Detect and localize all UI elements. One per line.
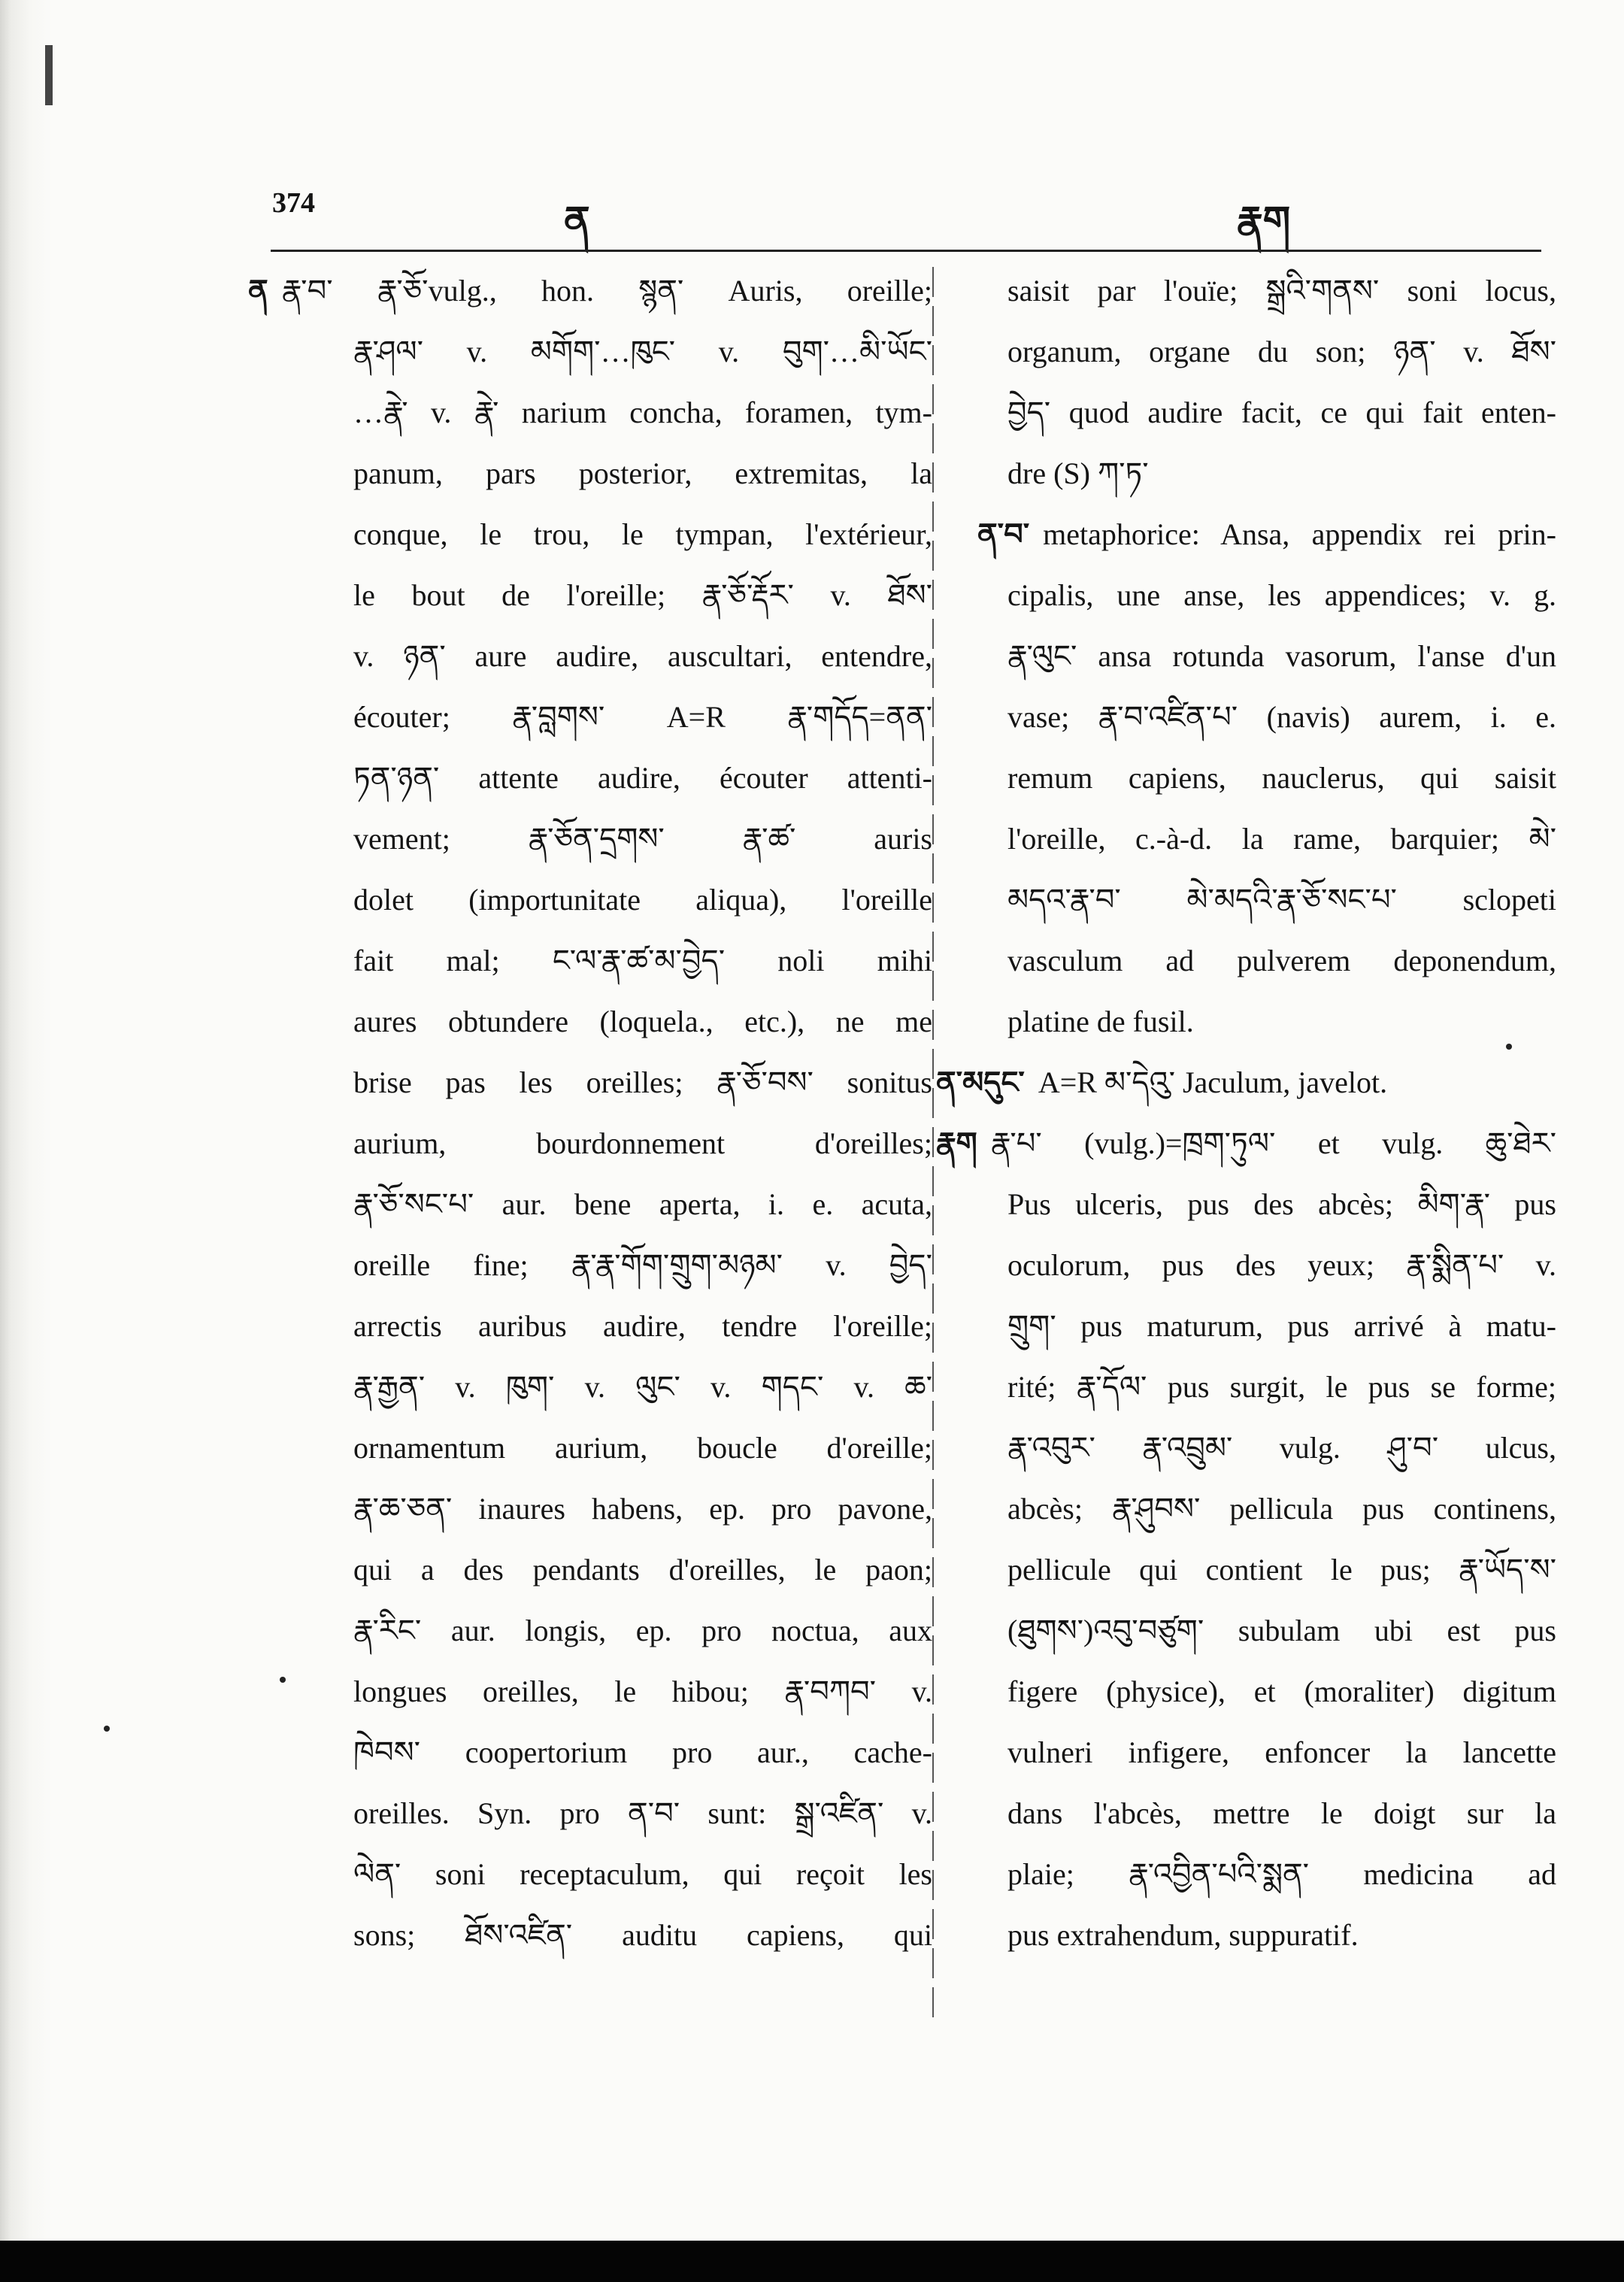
entry-headword: ན་མདུང་ [936,1065,1025,1100]
right-column [936,260,1556,1965]
left-column [248,260,932,1965]
header-rule [271,250,1541,252]
entry-line: remum capiens, nauclerus, qui saisit [1007,761,1556,795]
entry-line: མདའ་རྣ་བ་ མེ་མདའི་རྣ་ཅོ་སང་པ་ sclopeti [1007,883,1556,917]
entry-line: écouter; རྣ་བླགས་ A=R རྣ་གདོད=ནན་ [353,700,932,734]
entry-line: གྲུག་ pus maturum, pus arrivé à matu- [1007,1309,1556,1343]
entry-line: dre (S) ཀ་ཏ་ [1007,456,1149,490]
entry-line: l'oreille, c.-à-d. la rame, barquier; མེ་ [1007,822,1556,856]
entry-line: vasculum ad pulverem deponendum, [1007,944,1556,977]
entry-line: vase; རྣ་བ་འཛིན་པ་ (navis) aurem, i. e. [1007,700,1556,734]
entry-line: figere (physice), et (moraliter) digitum [1007,1674,1556,1708]
entry-line: v. ཉན་ aure audire, auscultari, entendre, [353,639,932,673]
entry-line: sons; ཐོས་འཛིན་ auditu capiens, qui [353,1918,932,1952]
scan-bottom-bar [0,2241,1624,2282]
entry-line: aures obtundere (loquela., etc.), ne me [353,1005,932,1038]
entry-line: dolet (importunitate aliqua), l'oreille [353,883,932,917]
entry-headword: ན [248,274,268,308]
entry-line: rité; རྣ་དོལ་ pus surgit, le pus se forme; [1007,1370,1556,1404]
entry-line: oculorum, pus des yeux; རྣ་སྨིན་པ་ v. [1007,1248,1556,1282]
entry-line: རྣ་ལུང་ ansa rotunda vasorum, l'anse d'un [1007,639,1556,673]
entry-line: oreille fine; རྣ་རྣ་གོག་གྲུག་མཉམ་ v. བྱེད་ [353,1248,932,1282]
running-head-right: རྣག [1237,199,1291,244]
entry-line: brise pas les oreilles; རྣ་ཅོ་བས་ sonitus [353,1065,932,1099]
entry-headword: རྣག [936,1126,977,1161]
entry-line: ལེན་ soni receptaculum, qui reçoit les [353,1857,932,1891]
entry-line: རྣ་ཅོ་སང་པ་ aur. bene aperta, i. e. acuta, [353,1187,932,1221]
entry-line: ན་བ་ metaphorice: Ansa, appendix rei prin- [977,517,1556,552]
entry-line: longues oreilles, le hibou; རྣ་བཀབ་ v. [353,1674,932,1708]
entry-line: vulneri infigere, enfoncer la lancette [1007,1735,1556,1769]
entry-line: ཁེབས་ coopertorium pro aur., cache- [353,1735,932,1769]
entry-line: aurium, bourdonnement d'oreilles; [353,1126,932,1160]
entry-line: ན རྣ་བ་ རྣ་ཅོ་vulg., hon. སྙན་ Auris, oreille; [248,274,932,308]
entry-line: qui a des pendants d'oreilles, le paon; [353,1553,932,1586]
entry-line: oreilles. Syn. pro ན་བ་ sunt: སྒྲ་འཛིན་ v. [353,1796,932,1830]
entry-line: vement; རྣ་ཅོན་དྲགས་ རྣ་ཚ་ auris [353,822,932,856]
entry-line: ན་མདུང་ A=R མ་དེའུ་ Jaculum, javelot. [936,1065,1388,1100]
entry-line: cipalis, une anse, les appendices; v. g. [1007,578,1556,612]
scan-edge-mark [45,45,53,105]
entry-line: བྱེད་ quod audire facit, ce qui fait enten- [1007,395,1556,429]
entry-line: རྣ་འབུར་ རྣ་འབྲུམ་ vulg. ཤུ་བ་ ulcus, [1007,1431,1556,1465]
entry-line: arrectis auribus audire, tendre l'oreille; [353,1309,932,1343]
entry-line: …རྣེ་ v. རྣེ་ narium concha, foramen, tym- [353,395,932,429]
entry-line: རྣག རྣ་པ་ (vulg.)=ཁྲག་ཏུལ་ et vulg. ཆུ་ཐེར་ [936,1126,1556,1161]
entry-line: le bout de l'oreille; རྣ་ཅོ་རྡོར་ v. ཐོས་ [353,578,932,612]
entry-line: fait mal; ང་ལ་རྣ་ཚ་མ་བྱེད་ noli mihi [353,944,932,977]
entry-headword: ན་བ་ [977,517,1030,552]
speck [104,1726,110,1732]
entry-line: panum, pars posterior, extremitas, la [353,456,932,490]
entry-line: རྣ་ཆ་ཅན་ inaures habens, ep. pro pavone, [353,1492,932,1526]
entry-line: ཏན་ཉན་ attente audire, écouter attenti- [353,761,932,795]
entry-line: platine de fusil. [1007,1005,1194,1038]
entry-line: organum, organe du son; ཉན་ v. ཐོས་ [1007,335,1556,368]
entry-line: pellicule qui contient le pus; རྣ་ཡོད་ས་ [1007,1553,1556,1586]
entry-line: abcès; རྣ་ཤུབས་ pellicula pus continens, [1007,1492,1556,1526]
entry-line: saisit par l'ouïe; སྒྲའི་གནས་ soni locus, [1007,274,1556,308]
entry-line: Pus ulceris, pus des abcès; མིག་རྣ་ pus [1007,1187,1556,1221]
running-head-left: ན [564,199,590,244]
entry-line: (ཐུགས་)འབུ་བཙུག་ subulam ubi est pus [1007,1614,1556,1647]
entry-line: རྣ་ཤལ་ v. མགོག་…ཁུང་ v. བུག་…མི་ཡོང་ [353,335,932,368]
page-number: 374 [272,187,315,219]
entry-line: རྣ་རྒྱན་ v. ཁུག་ v. ལུང་ v. གདང་ v. ཆ་ [353,1370,932,1404]
scan-edge-shadow [0,0,53,2241]
entry-line: pus extrahendum, suppuratif. [1007,1918,1359,1952]
entry-line: conque, le trou, le tympan, l'extérieur, [353,517,932,551]
entry-line: dans l'abcès, mettre le doigt sur la [1007,1796,1556,1830]
entry-line: ornamentum aurium, boucle d'oreille; [353,1431,932,1465]
entry-line: plaie; རྣ་འབྱིན་པའི་སྨན་ medicina ad [1007,1857,1556,1891]
column-divider [932,267,934,2019]
entry-line: རྣ་རིང་ aur. longis, ep. pro noctua, aux [353,1614,932,1647]
